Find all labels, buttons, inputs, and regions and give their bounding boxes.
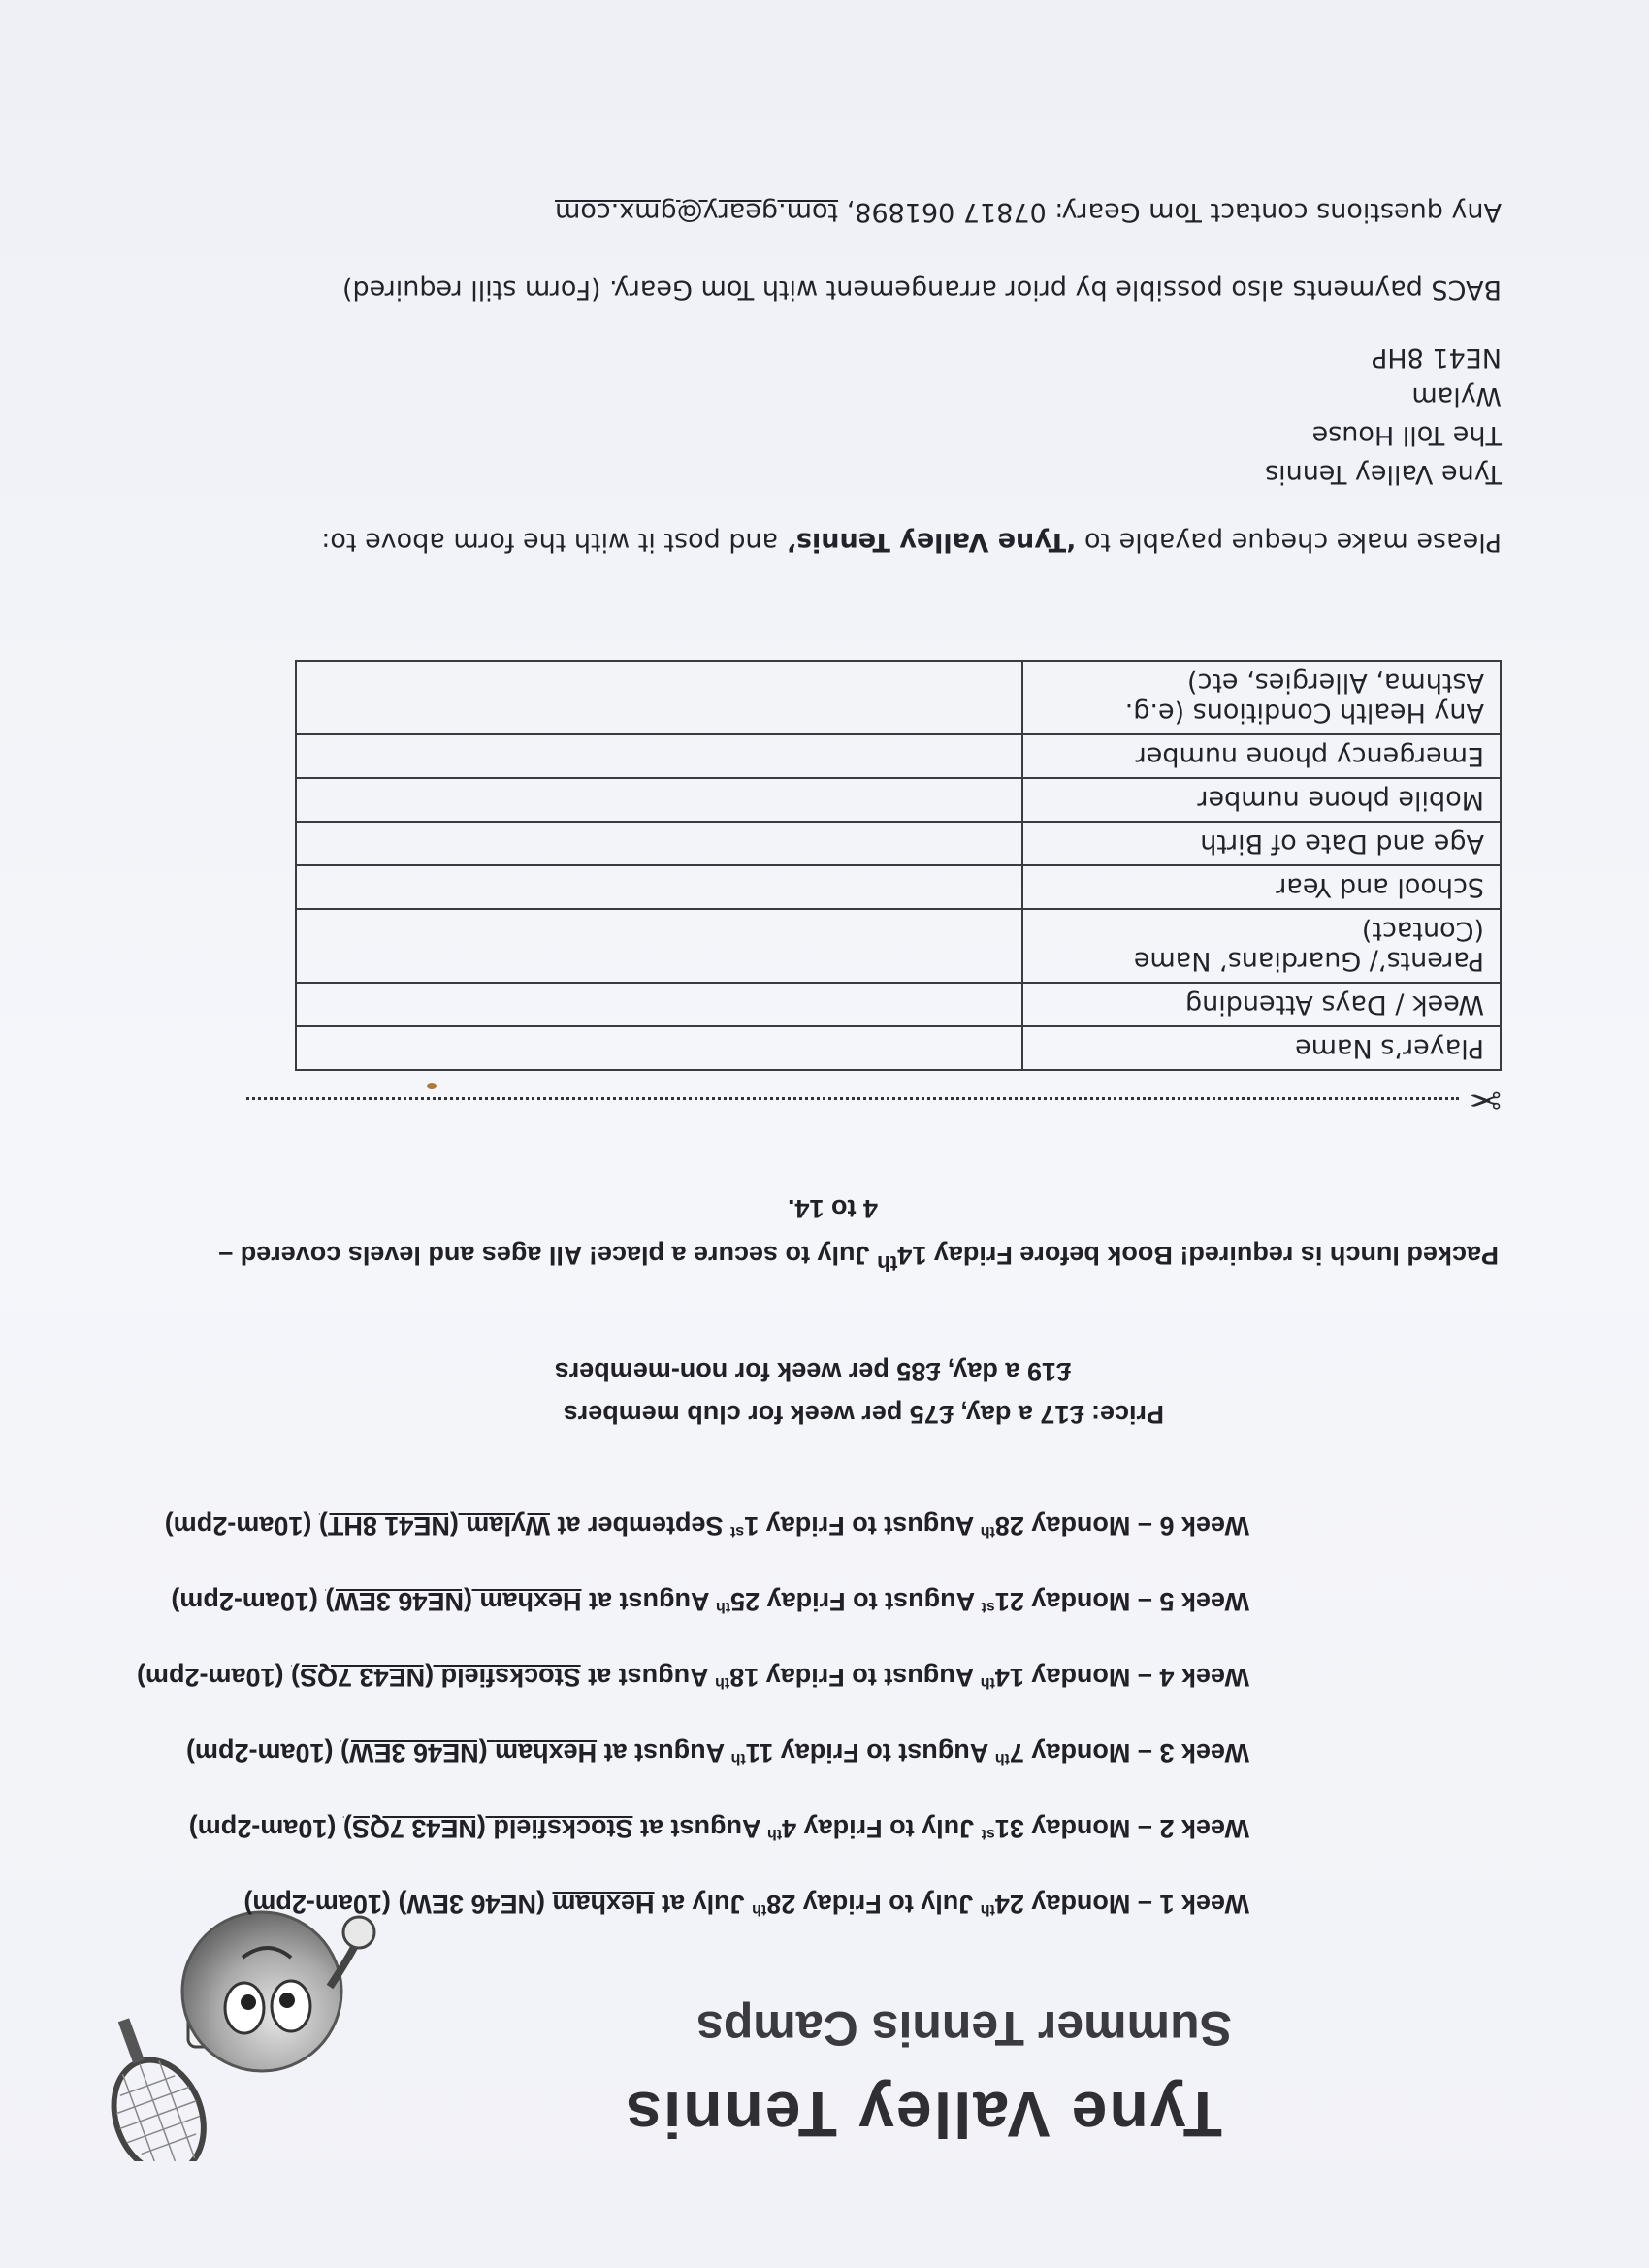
health-conditions-field[interactable] xyxy=(296,661,1022,734)
week-line: Week 6 – Monday 28th August to Friday 1st September at Wylam (NE41 8HT) (10am-2pm) xyxy=(164,1511,1249,1540)
booking-note: Packed lunch is required! Book before Friday 14th July to secure a place! All ages and levels covered – 4 to 14. xyxy=(218,1194,1499,1276)
venue: Hexham xyxy=(495,1738,598,1767)
week-line: Week 2 – Monday 31st July to Friday 4th August at Stocksfield (NE43 7QS) (10am-2pm) xyxy=(188,1814,1249,1843)
venue: Hexham xyxy=(552,1890,655,1919)
form-row xyxy=(296,734,1501,778)
field-label: Any Health Conditions (e.g. Asthma, Allergies, etc) xyxy=(1022,661,1501,734)
week-line: Week 5 – Monday 21st August to Friday 25th August at Hexham (NE46 3EW) (10am-2pm) xyxy=(171,1587,1249,1616)
stain-mark xyxy=(427,1083,436,1089)
field-label: School and Year xyxy=(1022,865,1501,909)
school-year-field[interactable] xyxy=(296,865,1022,909)
form-row xyxy=(296,983,1501,1026)
registration-form xyxy=(295,660,1502,1071)
tennis-ball-mascot-icon xyxy=(97,1899,388,2161)
field-label: Emergency phone number xyxy=(1022,734,1501,778)
field-label: Age and Date of Birth xyxy=(1022,822,1501,865)
week-line: Week 4 – Monday 14th August to Friday 18th August at Stocksfield (NE43 7QS) (10am-2pm) xyxy=(136,1663,1249,1692)
venue: Stocksfield xyxy=(493,1814,633,1843)
cheque-instructions: Please make cheque payable to ‘Tyne Valley Tennis’ and post it with the form above to: xyxy=(321,527,1502,557)
form-row xyxy=(296,865,1501,909)
contact-line: Any questions contact Tom Geary: 07817 061898, tom.geary@gmx.com xyxy=(555,197,1502,227)
bacs-note: BACS payments also possible by prior arrangement with Tom Geary. (Form still required) xyxy=(341,275,1502,305)
week-days-field[interactable] xyxy=(296,983,1022,1026)
mobile-phone-field[interactable] xyxy=(296,778,1022,822)
page-title: Tyne Valley Tennis xyxy=(624,2079,1222,2151)
payment-info xyxy=(321,192,1502,561)
page-subtitle: Summer Tennis Camps xyxy=(695,2001,1232,2056)
field-label: Player’s Name xyxy=(1022,1026,1501,1070)
dotted-divider xyxy=(246,1097,1459,1100)
age-dob-field[interactable] xyxy=(296,822,1022,865)
price-non-members: £19 a day, £85 per week for non-members xyxy=(554,1357,1071,1386)
player-name-field[interactable] xyxy=(296,1026,1022,1070)
emergency-phone-field[interactable] xyxy=(296,734,1022,778)
cut-line xyxy=(144,1077,1502,1120)
scissors-icon: ✂ xyxy=(1469,1078,1502,1120)
postal-address: Tyne Valley Tennis The Toll House Wylam NE41 8HP xyxy=(1265,342,1502,489)
form-row xyxy=(296,909,1501,983)
price-info xyxy=(555,1350,1164,1436)
guardian-name-field[interactable] xyxy=(296,909,1022,983)
venue: Wylam xyxy=(466,1511,550,1540)
email-link[interactable]: tom.geary@gmx.com xyxy=(555,197,839,227)
venue: Stocksfield xyxy=(440,1663,581,1692)
field-label: Parents’/ Guardians’ Name (Contact) xyxy=(1022,909,1501,983)
field-label: Mobile phone number xyxy=(1022,778,1501,822)
form-row xyxy=(296,1026,1501,1070)
price-members: Price: £17 a day, £75 per week for club members xyxy=(563,1400,1164,1429)
field-label: Week / Days Attending xyxy=(1022,983,1501,1026)
form-row xyxy=(296,778,1501,822)
week-line: Week 3 – Monday 7th August to Friday 11th August at Hexham (NE46 3EW) (10am-2pm) xyxy=(185,1738,1249,1767)
week-schedule xyxy=(85,1465,1249,1919)
week-line: Week 1 – Monday 24th July to Friday 28th July at Hexham (NE46 3EW) (10am-2pm) xyxy=(243,1890,1249,1919)
venue: Hexham xyxy=(479,1587,582,1616)
form-row xyxy=(296,661,1501,734)
form-row xyxy=(296,822,1501,865)
